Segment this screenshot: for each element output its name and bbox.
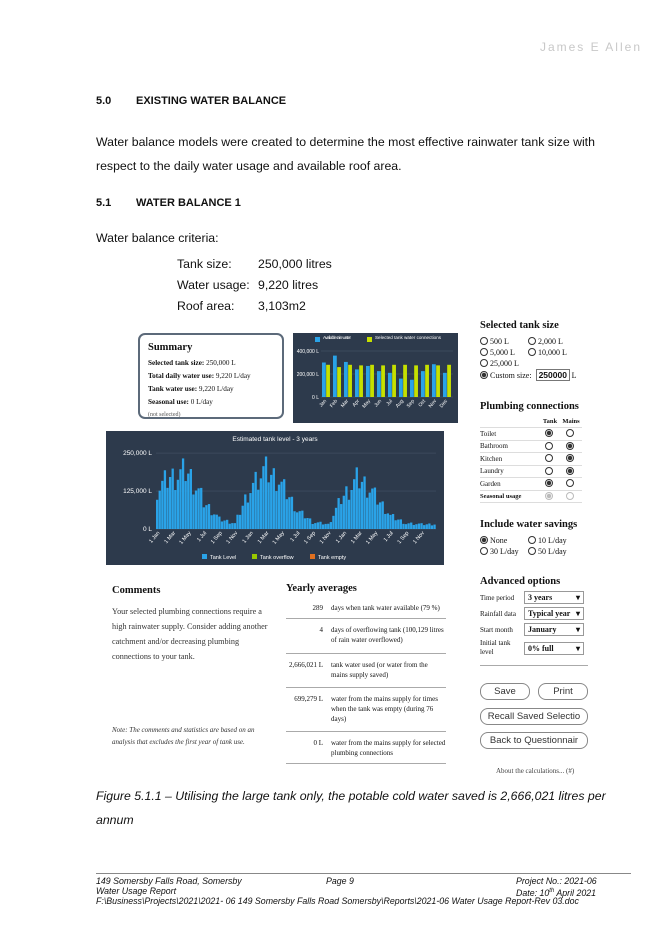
savings-option[interactable]: 50 L/day [528, 547, 588, 556]
monthly-bar-chart [293, 333, 458, 423]
bar [333, 356, 337, 397]
legend-label: Tank Level [210, 555, 237, 561]
footer-page: Page 9 [326, 876, 354, 886]
tank-level-bar [278, 485, 280, 529]
tank-level-bar [291, 497, 293, 529]
tank-level-bar [179, 469, 181, 529]
criteria-list [96, 253, 332, 316]
tank-level-bar [348, 500, 350, 529]
legend-label: Tank overflow [260, 555, 294, 561]
tank-level-bar [382, 501, 384, 529]
tank-level-bar [340, 504, 342, 529]
y-tick-label: 0 L [142, 526, 152, 533]
tank-level-bar [208, 504, 210, 529]
x-tick-label: 1 Mar [350, 530, 364, 546]
tank-level-bar [249, 493, 251, 529]
recall-saved-selection-button[interactable]: Recall Saved Selectio [480, 708, 588, 725]
bar [344, 362, 348, 397]
tank-level-bar [156, 500, 158, 529]
tank-level-bar [431, 525, 433, 529]
tank-level-bar [169, 477, 171, 529]
criteria-label: Water balance criteria: [96, 231, 219, 245]
tank-level-bar [231, 523, 233, 529]
tank-level-bar [350, 490, 352, 529]
advanced-options-section: Advanced options Time period 3 years ▾ Rainfall data Typical year ▾ Start month January ▾ Initial tank level 0% full ▾ [480, 576, 592, 666]
x-tick-label: Mar [339, 398, 351, 409]
legend-swatch [367, 337, 372, 342]
tank-level-bar [369, 493, 371, 529]
tank-level-bar [361, 482, 363, 529]
tank-level-bar [197, 488, 199, 529]
x-tick-label: Jan [318, 398, 329, 409]
tank-level-bar [345, 486, 347, 529]
x-tick-label: Oct [417, 398, 428, 409]
tank-level-bar [265, 456, 267, 529]
criteria-item: Tank size: 250,000 litres [177, 256, 332, 271]
tank-level-bar [379, 502, 381, 529]
yearly-row: 699,279 L water from the mains supply for times when the tank was empty (during 76 days) [286, 688, 446, 732]
tank-level-bar [353, 479, 355, 529]
x-tick-label: Aug [394, 398, 406, 410]
tank-level-bar [177, 480, 179, 529]
x-tick-label: 1 May [271, 530, 286, 546]
legend-swatch [310, 554, 315, 559]
tank-level-bar [247, 503, 249, 529]
x-tick-label: 1 May [365, 530, 380, 546]
tank-level-bar [187, 474, 189, 529]
tank-level-chart [106, 431, 444, 565]
bar [447, 365, 451, 397]
tank-level-bar [371, 489, 373, 529]
tank-level-bar [185, 481, 187, 529]
x-tick-label: Sep [405, 398, 417, 410]
yearly-averages-section: Yearly averages 289 days when tank water available (79 %) 4 days of overflowing tank (100,129 litres of rain water overflowed) 2,666,021 L tank water used (or water from the mains supply saved) 699,279 L water from the mains supply for times when the tank was empty (during 76 days) 0 L water from the mains supply for selected plumbing connections [286, 583, 446, 764]
plumbing-row: Kitchen [480, 453, 582, 466]
tank-level-bar [205, 505, 207, 529]
tank-level-bar [309, 518, 311, 529]
tank-level-chart-panel [106, 431, 444, 565]
x-tick-label: Nov [427, 398, 439, 410]
print-button[interactable]: Print [538, 683, 588, 700]
tank-level-bar [273, 468, 275, 529]
tank-option[interactable]: 10,000 L [528, 348, 588, 357]
plumbing-section: Plumbing connections Tank Mains Toilet Bathroom Kitchen Laundry Garden Seasonal usage [480, 401, 590, 503]
bar [370, 365, 374, 397]
x-tick-label: May [361, 398, 373, 410]
legend-label: Selected tank water connections [375, 335, 441, 340]
tank-level-bar [423, 525, 425, 529]
tank-level-bar [244, 494, 246, 529]
tank-level-bar [410, 523, 412, 529]
x-tick-label: Jun [373, 398, 384, 409]
comments-section: Comments Your selected plumbing connections require a high rainwater supply. Consider adding another catchment and/or decreasing plumbing connections to your tank. Note: The comments and statistics are based on an analysis that excludes the first year of tank use. [112, 583, 277, 748]
x-tick-label: Feb [328, 398, 340, 409]
tank-level-bar [270, 475, 272, 529]
tank-level-bar [288, 497, 290, 529]
tank-level-bar [426, 524, 428, 529]
tank-level-bar [203, 507, 205, 529]
tank-level-bar [166, 488, 168, 529]
x-tick-label: 1 Nov [318, 530, 333, 546]
footer-report: Water Usage Report [96, 886, 177, 896]
tank-level-bar [257, 490, 259, 529]
x-tick-label: 1 Mar [163, 530, 178, 546]
x-tick-label: 1 Sep [396, 530, 411, 546]
tank-level-bar [164, 470, 166, 529]
tank-level-bar [330, 522, 332, 529]
bar [322, 363, 326, 398]
tank-level-bar [286, 499, 288, 529]
about-calculations-link[interactable]: About the calculations... (#) [496, 767, 575, 775]
selected-tank-section: Selected tank size 500 L 2,000 L 5,000 L 10,000 L 25,000 L Custom size: 250000 L [480, 320, 590, 381]
plumbing-row: Seasonal usage [480, 490, 582, 503]
tank-level-bar [262, 466, 264, 529]
tank-level-bar [301, 511, 303, 529]
yearly-row: 2,666,021 L tank water used (or water from the mains supply saved) [286, 654, 446, 688]
tank-level-bar [221, 521, 223, 529]
tank-level-bar [317, 522, 319, 529]
tank-level-bar [428, 523, 430, 529]
bar [377, 371, 381, 397]
x-tick-label: 1 Sep [303, 530, 318, 546]
tank-level-bar [327, 524, 329, 529]
tank-level-bar [332, 516, 334, 529]
bar [421, 371, 425, 397]
back-to-questionnaire-button[interactable]: Back to Questionnair [480, 732, 588, 749]
x-tick-label: 1 Jan [148, 530, 162, 545]
y-tick-label: 200,000 L [296, 372, 319, 378]
tank-level-bar [433, 525, 435, 529]
tank-level-bar [418, 524, 420, 529]
tank-level-bar [405, 524, 407, 529]
tank-level-bar [216, 515, 218, 529]
x-tick-label: Jul [385, 398, 395, 408]
bar [366, 366, 370, 397]
legend-label: Tank empty [318, 555, 347, 561]
tank-level-bar [296, 512, 298, 529]
bar [355, 369, 359, 397]
tank-level-bar [343, 496, 345, 529]
y-tick-label: 0 L [312, 395, 319, 401]
plumbing-row: Garden [480, 478, 582, 491]
bar [381, 365, 385, 397]
tank-level-bar [223, 521, 225, 529]
x-tick-label: 1 Jul [289, 530, 302, 544]
initial-tank-level-select[interactable]: 0% full ▾ [524, 642, 584, 655]
tank-level-bar [415, 524, 417, 529]
tank-level-bar [280, 482, 282, 529]
tank-level-bar [376, 505, 378, 529]
x-tick-label: 1 Jul [382, 530, 395, 544]
tank-level-bar [161, 481, 163, 529]
tank-level-bar [402, 524, 404, 529]
tank-level-bar [397, 520, 399, 529]
bar [410, 380, 414, 397]
bar [432, 364, 436, 397]
water-savings-section: Include water savings None 10 L/day 30 L/day 50 L/day [480, 519, 590, 556]
bar [425, 365, 429, 397]
monthly-bar-chart-panel [293, 333, 458, 423]
tank-level-bar [195, 491, 197, 529]
figure-caption: Figure 5.1.1 – Utilising the large tank only, the potable cold water saved is 2,666,021 litres per annum [96, 789, 606, 827]
tank-level-bar [242, 506, 244, 529]
bar [403, 365, 407, 397]
chevron-down-icon: ▾ [575, 643, 580, 653]
x-tick-label: 1 Jul [196, 530, 209, 544]
tank-level-bar [267, 482, 269, 529]
tank-level-bar [229, 524, 231, 529]
footer-address: 149 Somersby Falls Road, Somersby [96, 876, 242, 886]
tank-level-bar [395, 520, 397, 529]
chevron-down-icon: ▾ [575, 593, 580, 602]
tank-level-bar [293, 511, 295, 529]
bar [388, 373, 392, 397]
tank-level-bar [366, 498, 368, 529]
footer-divider [96, 873, 631, 874]
chevron-down-icon: ▾ [575, 609, 580, 618]
tank-level-bar [174, 490, 176, 529]
x-tick-label: 1 Nov [225, 530, 240, 546]
savings-option[interactable]: 30 L/day [480, 547, 528, 556]
x-tick-label: 1 Sep [209, 530, 224, 546]
x-tick-label: 1 May [178, 530, 193, 546]
tank-level-bar [182, 458, 184, 529]
tank-level-bar [210, 515, 212, 529]
tank-level-bar [312, 524, 314, 529]
y-tick-label: 250,000 L [123, 450, 152, 458]
bar [359, 365, 363, 397]
tank-level-bar [413, 525, 415, 529]
tank-option[interactable]: 25,000 L [480, 359, 528, 368]
legend-label: Available rain water [323, 335, 351, 340]
section-heading: 5.0 EXISTING WATER BALANCE [96, 95, 287, 107]
tank-level-bar [322, 524, 324, 529]
tank-level-bar [400, 519, 402, 529]
tank-level-bar [200, 488, 202, 529]
bar [443, 373, 447, 397]
plumbing-row: Bathroom [480, 440, 582, 453]
legend-swatch [315, 337, 320, 342]
legend-swatch [202, 554, 207, 559]
tank-level-bar [252, 483, 254, 529]
yearly-row: 4 days of overflowing tank (100,129 litres of rain water overflowed) [286, 619, 446, 654]
tank-level-bar [319, 522, 321, 529]
tank-level-bar [226, 520, 228, 529]
tank-level-bar [159, 491, 161, 529]
x-tick-label: Apr [351, 398, 362, 409]
bar [348, 365, 352, 397]
tank-level-bar [275, 491, 277, 529]
tank-level-bar [356, 467, 358, 529]
tank-level-bar [213, 514, 215, 529]
tank-level-bar [420, 523, 422, 529]
tank-option[interactable]: 500 L [480, 337, 528, 346]
tank-level-bar [337, 498, 339, 529]
tank-level-bar [384, 514, 386, 529]
footer-date: Date: 10th April 2021 [516, 887, 597, 898]
tank-level-bar [335, 508, 337, 529]
tank-option[interactable]: 5,000 L [480, 348, 528, 357]
time-period-select[interactable]: 3 years ▾ [524, 591, 584, 604]
yearly-row: 0 L water from the mains supply for selected plumbing connections [286, 732, 446, 764]
save-button[interactable]: Save [480, 683, 530, 700]
tank-level-bar [299, 511, 301, 529]
tank-option-custom[interactable]: Custom size: [480, 371, 532, 380]
criteria-item: Water usage: 9,220 litres [177, 277, 319, 292]
savings-option[interactable]: None [480, 536, 528, 545]
x-tick-label: 1 Jan [334, 530, 349, 545]
tank-level-bar [325, 524, 327, 529]
footer-path: F:\Business\Projects\2021\2021- 06 149 Somersby Falls Road Somersby\Reports\2021-06 Water Usage Report-Rev 03.doc [96, 896, 579, 906]
tank-level-bar [389, 515, 391, 529]
tank-level-bar [374, 488, 376, 529]
tank-level-bar [192, 494, 194, 529]
y-tick-label: 125,000 L [123, 488, 152, 496]
x-tick-label: 1 Nov [412, 530, 426, 546]
tank-level-bar [314, 523, 316, 529]
tank-level-bar [260, 478, 262, 529]
bar [337, 367, 341, 397]
bar [392, 365, 396, 397]
tank-level-bar [304, 518, 306, 529]
tank-level-bar [358, 488, 360, 529]
tank-level-bar [218, 517, 220, 529]
tank-level-bar [172, 469, 174, 529]
criteria-item: Roof area: 3,103m2 [177, 298, 306, 313]
bar [326, 365, 330, 397]
comments-note: Note: The comments and statistics are based on an analysis that excludes the first year of tank use. [112, 726, 255, 746]
tank-option[interactable]: 2,000 L [528, 337, 588, 346]
bar [414, 365, 418, 397]
savings-option[interactable]: 10 L/day [528, 536, 588, 545]
tank-level-bar [190, 469, 192, 529]
tank-level-bar [236, 515, 238, 529]
subsection-heading: 5.1 WATER BALANCE 1 [96, 197, 241, 209]
tank-level-bar [306, 518, 308, 529]
intro-paragraph: Water balance models were created to determine the most effective rainwater tank size with respect to the daily water usage and available roof area. [96, 135, 595, 173]
x-tick-label: 1 Jan [241, 530, 255, 545]
bar [399, 379, 403, 397]
summary-panel: Summary Selected tank size: 250,000 L Total daily water use: 9,220 L/day Tank water use: 9,220 L/day Seasonal use: 0 L/day (not selected) [138, 333, 284, 419]
bar [436, 365, 440, 397]
y-tick-label: 400,000 L [296, 349, 319, 355]
custom-size-input[interactable]: 250000 [536, 369, 570, 381]
plumbing-row: Toilet [480, 428, 582, 441]
legend-swatch [252, 554, 257, 559]
start-month-select[interactable]: January ▾ [524, 623, 584, 636]
tank-level-bar [363, 476, 365, 529]
tank-level-bar [283, 479, 285, 529]
yearly-row: 289 days when tank water available (79 %) [286, 599, 446, 619]
comments-text: Your selected plumbing connections require a high rainwater supply. Consider adding another catchment and/or decreasing plumbing connections to your tank. [112, 607, 268, 661]
tank-level-bar [239, 515, 241, 529]
tank-level-bar [255, 472, 257, 529]
rainfall-data-select[interactable]: Typical year ▾ [524, 607, 584, 620]
x-tick-label: 1 Mar [256, 530, 271, 546]
chart-title: Estimated tank level - 3 years [232, 436, 318, 443]
plumbing-row: Laundry [480, 465, 582, 478]
x-tick-label: Dec [438, 398, 450, 410]
footer-project: Project No.: 2021-06 [516, 876, 597, 886]
tank-level-bar [392, 514, 394, 529]
tank-level-bar [387, 513, 389, 529]
brand-watermark: James E Allen [539, 40, 642, 54]
chevron-down-icon: ▾ [575, 625, 580, 634]
tank-level-bar [407, 523, 409, 529]
tank-level-bar [234, 523, 236, 529]
